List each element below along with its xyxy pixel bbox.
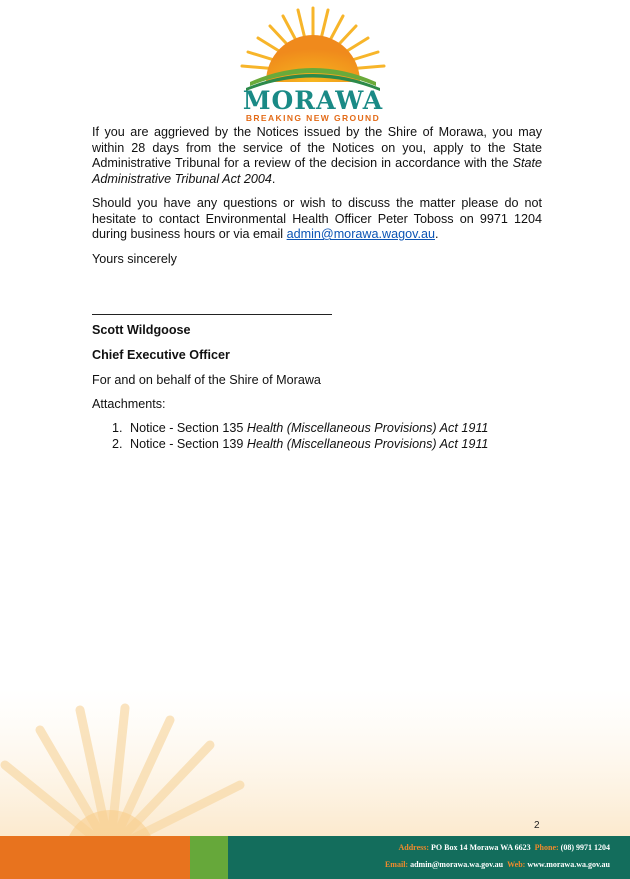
background-sunburst-icon	[0, 690, 630, 840]
sunrise-icon	[228, 2, 398, 92]
contact-period: .	[434, 227, 439, 241]
logo-wordmark: MORAWA	[242, 86, 384, 115]
on-behalf-text: For and on behalf of the Shire of Morawa	[92, 373, 321, 387]
appeal-paragraph	[92, 125, 542, 187]
footer-email[interactable]: admin@morawa.wa.gov.au	[410, 860, 504, 869]
attachments-label: Attachments:	[92, 397, 166, 411]
footer-web[interactable]: www.morawa.wa.gov.au	[527, 860, 610, 869]
morawa-logo	[228, 2, 398, 124]
email-link[interactable]: admin@morawa.wagov.au	[286, 227, 435, 241]
list-item: 2. Notice - Section 139 Health (Miscellaneous Provisions) Act 1911	[112, 437, 489, 451]
page-number: 2	[534, 820, 540, 831]
footer-green-block	[190, 836, 228, 879]
appeal-text: If you are aggrieved by the Notices issued by the Shire of Morawa, you may within 28 days from the service of the Notices on you, apply to the State Administrative Tribunal for a review of the decision in accordance with the	[92, 125, 542, 170]
contact-paragraph	[92, 196, 542, 243]
contact-text: Should you have any questions or wish to discuss the matter please do not hesitate to contact Environmental Health Officer Peter Toboss on 9971 1204 during business hours or via email	[92, 196, 542, 241]
appeal-period: .	[271, 171, 276, 186]
footer-orange-block	[0, 836, 190, 879]
footer-email-line: Email: admin@morawa.wa.gov.au Web: www.morawa.wa.gov.au	[384, 860, 610, 869]
footer-address-line: Address: PO Box 14 Morawa WA 6623 Phone: (08) 9971 1204	[398, 843, 610, 852]
logo-tagline: BREAKING NEW GROUND	[245, 113, 381, 123]
signatory-title: Chief Executive Officer	[92, 348, 230, 362]
signatory-name: Scott Wildgoose	[92, 323, 191, 337]
appeal-act-reference: State Administrative Tribunal Act 2004	[92, 156, 542, 186]
footer-bar	[0, 836, 630, 879]
attachments-list	[112, 420, 488, 452]
closing-salutation: Yours sincerely	[92, 252, 177, 266]
list-item: 1. Notice - Section 135 Health (Miscellaneous Provisions) Act 1911	[112, 421, 489, 435]
signature-line	[92, 314, 332, 315]
